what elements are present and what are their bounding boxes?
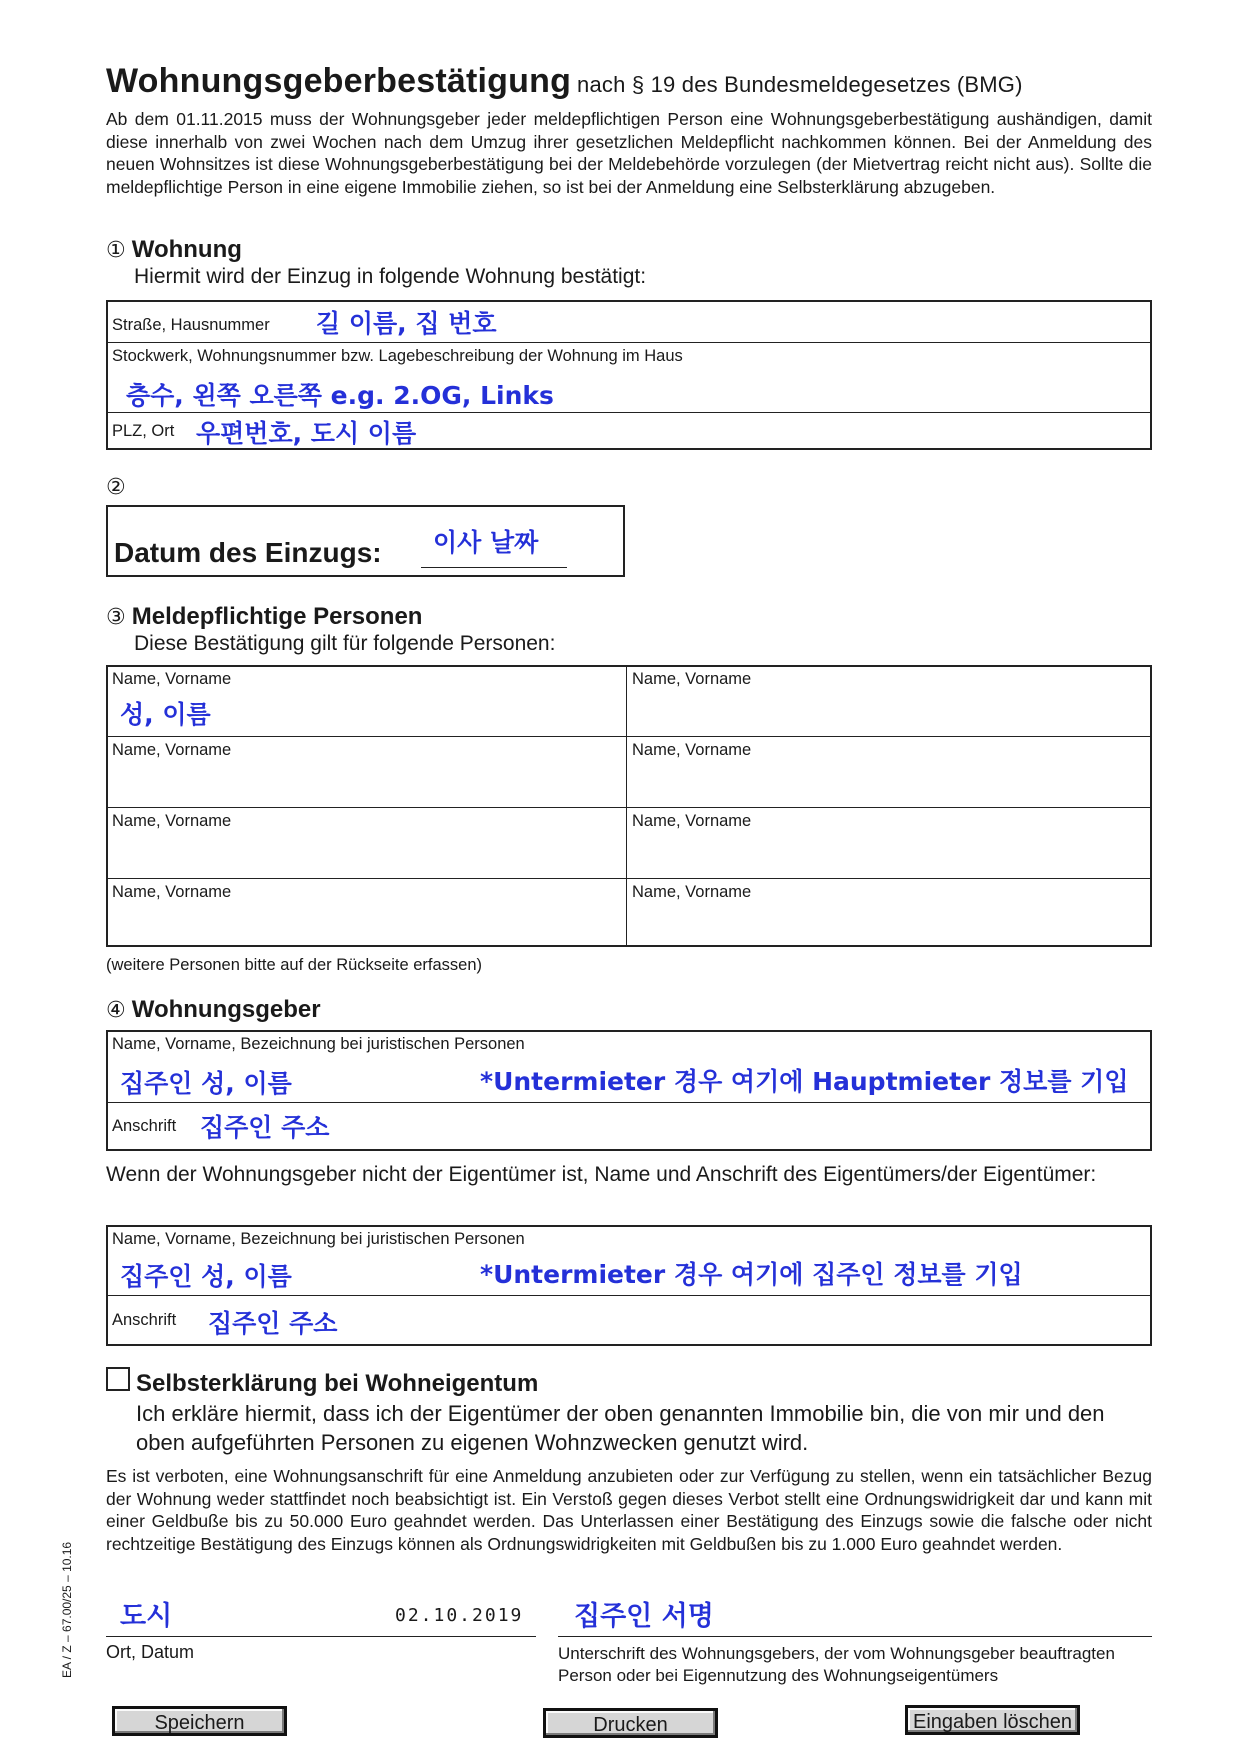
owner-address-label: Anschrift — [112, 1311, 177, 1329]
landlord-name-field[interactable]: 집주인 성, 이름 — [120, 1069, 292, 1098]
page-title: Wohnungsgeberbestätigung nach § 19 des Bundesmeldegesetzes (BMG) — [106, 62, 1023, 100]
place-date-label: Ort, Datum — [106, 1642, 195, 1662]
person-4-label: Name, Vorname — [632, 741, 752, 759]
person-2-label: Name, Vorname — [632, 670, 752, 688]
persons-note: (weitere Personen bitte auf der Rückseite erfassen) — [106, 956, 483, 974]
move-in-date-box — [106, 505, 625, 577]
page-subtitle: nach § 19 des Bundesmeldegesetzes (BMG) — [577, 72, 1023, 97]
street-label: Straße, Hausnummer — [112, 316, 270, 334]
person-5-label: Name, Vorname — [112, 812, 232, 830]
section3-subtitle: Diese Bestätigung gilt für folgende Personen: — [134, 632, 556, 655]
landlord-name-label: Name, Vorname, Bezeichnung bei juristischen Personen — [112, 1035, 525, 1053]
owner-note: *Untermieter 경우 여기에 집주인 정보를 기입 — [480, 1260, 1023, 1289]
owner-box — [106, 1225, 1152, 1346]
person-6-label: Name, Vorname — [632, 812, 752, 830]
person-8-label: Name, Vorname — [632, 883, 752, 901]
plz-field[interactable]: 우편번호, 도시 이름 — [196, 419, 417, 448]
section2-number: ② — [106, 474, 126, 499]
landlord-note: *Untermieter 경우 여기에 Hauptmieter 정보를 기입 — [480, 1067, 1129, 1096]
city-field[interactable]: 도시 — [120, 1601, 173, 1632]
date-field[interactable]: 02.10.2019 — [395, 1605, 524, 1626]
person-1-field[interactable]: 성, 이름 — [120, 700, 211, 729]
print-button[interactable]: Drucken — [543, 1708, 718, 1738]
self-declaration-title: Selbsterklärung bei Wohneigentum — [136, 1370, 539, 1397]
floor-label: Stockwerk, Wohnungsnummer bzw. Lagebeschreibung der Wohnung im Haus — [112, 347, 683, 365]
plz-label: PLZ, Ort — [112, 422, 175, 440]
floor-field[interactable]: 층수, 왼쪽 오른쪽 e.g. 2.OG, Links — [126, 381, 554, 410]
street-field[interactable]: 길 이름, 집 번호 — [316, 309, 497, 338]
signature-label: Unterschrift des Wohnungsgebers, der vom Wohnungsgeber beauftragten Person oder bei Eigennutzung des Wohnungseigentümers — [558, 1644, 1115, 1685]
person-3-label: Name, Vorname — [112, 741, 232, 759]
landlord-address-label: Anschrift — [112, 1117, 177, 1135]
person-7-label: Name, Vorname — [112, 883, 232, 901]
owner-address-field[interactable]: 집주인 주소 — [208, 1309, 338, 1338]
apartment-box — [106, 300, 1152, 450]
section1-heading: ① Wohnung — [106, 236, 242, 263]
persons-table — [106, 665, 1152, 947]
self-declaration-text: Ich erkläre hiermit, dass ich der Eigentümer der oben genannten Immobilie bin, die von mir und den oben aufgeführten Personen zu eigenen Wohnzwecken genutzt wird. — [136, 1401, 1105, 1455]
landlord-box — [106, 1030, 1152, 1151]
landlord-address-field[interactable]: 집주인 주소 — [200, 1113, 330, 1142]
owner-name-label: Name, Vorname, Bezeichnung bei juristischen Personen — [112, 1230, 525, 1248]
self-declaration-checkbox[interactable] — [106, 1367, 130, 1391]
owner-name-field[interactable]: 집주인 성, 이름 — [120, 1262, 292, 1291]
person-1-label: Name, Vorname — [112, 670, 232, 688]
section4-heading: ④ Wohnungsgeber — [106, 996, 321, 1023]
save-button[interactable]: Speichern — [112, 1706, 287, 1736]
clear-button[interactable]: Eingaben löschen — [905, 1705, 1080, 1735]
move-in-date-label: Datum des Einzugs: — [114, 537, 382, 568]
section1-subtitle: Hiermit wird der Einzug in folgende Wohnung bestätigt: — [134, 265, 647, 288]
owner-intro: Wenn der Wohnungsgeber nicht der Eigentümer ist, Name und Anschrift des Eigentümers/der Eigentümer: — [106, 1163, 1097, 1186]
move-in-date-field[interactable]: 이사 날짜 — [433, 528, 539, 557]
section3-heading: ③ Meldepflichtige Personen — [106, 603, 423, 630]
form-code: EA / Z – 67.00/25 – 10.16 — [60, 1541, 74, 1678]
legal-notice: Es ist verboten, eine Wohnungsanschrift für eine Anmeldung anzubieten oder zur Verfügung zu stellen, wenn ein tatsächlicher Bezug der Wohnung weder stattfindet noch beabsichtigt ist. Ein Verstoß gegen dieses Verbot stellt eine Ordnungswidrigkeit dar und kann mit einer Geldbuße bis zu 50.000 Euro geahndet werden. Das Unterlassen einer Bestätigung des Einzugs sowie die falsche oder nicht rechtzeitige Bestätigung des Einzugs können als Ordnungswidrigkeiten mit Geldbußen bis zu 1.000 Euro geahndet werden. — [106, 1466, 1152, 1554]
signature-field[interactable]: 집주인 서명 — [574, 1601, 714, 1632]
intro-text: Ab dem 01.11.2015 muss der Wohnungsgeber jeder meldepflichtigen Person eine Wohnungsgeberbestätigung aushändigen, damit diese innerhalb von zwei Wochen nach dem Umzug ihrer gesetzlichen Meldepflicht nachkommen können. Bei der Anmeldung des neuen Wohnsitzes ist diese Wohnungsgeberbestätigung bei der Meldebehörde vorzulegen (der Mietvertrag reicht nicht aus). Sollte die meldepflichtige Person in eine eigene Immobilie ziehen, so ist bei der Anmeldung eine Selbsterklärung abzugeben. — [106, 109, 1152, 197]
